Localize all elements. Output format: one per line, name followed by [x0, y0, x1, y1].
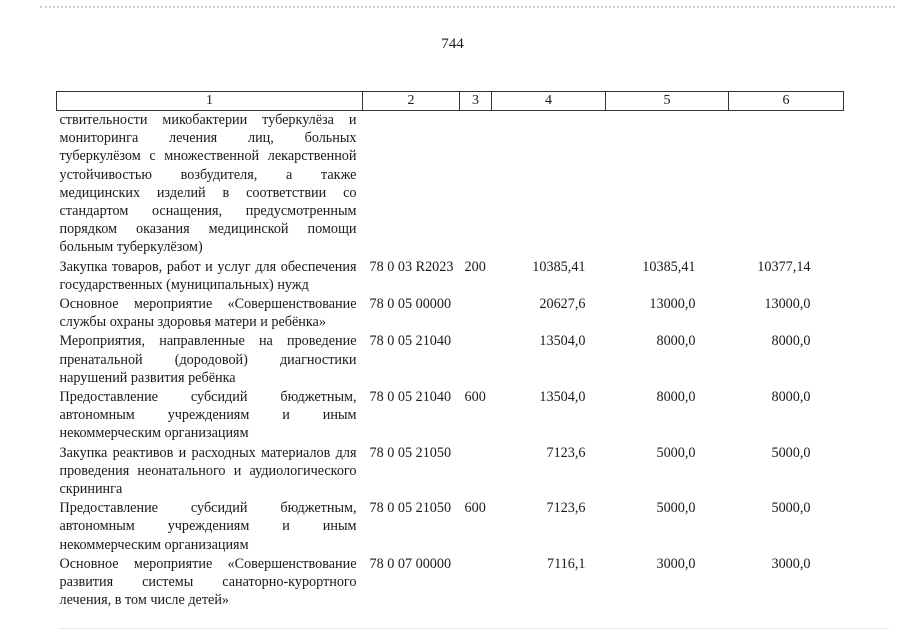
row-value-col5: 8000,0 — [656, 333, 696, 350]
row-value-col5: 3000,0 — [656, 555, 696, 572]
table-row — [57, 332, 844, 388]
row-code: 78 0 05 21050 — [369, 444, 452, 461]
row-value-col6: 5000,0 — [771, 500, 811, 517]
row-value-col5: 13000,0 — [649, 296, 696, 313]
row-code: 78 0 05 00000 — [369, 296, 452, 313]
row-name: Закупка реактивов и расходных материалов для проведения неонатального и аудиологического скрининга — [59, 444, 357, 498]
column-header: 4 — [492, 92, 606, 111]
budget-table — [56, 91, 844, 610]
row-name: Закупка товаров, работ и услуг для обеспечения государственных (муниципальных) нужд — [59, 258, 357, 293]
row-value-col5: 5000,0 — [656, 500, 696, 517]
column-header: 5 — [606, 92, 729, 111]
row-value-col6: 8000,0 — [771, 389, 811, 406]
table-row — [57, 388, 844, 444]
row-kvr: 600 — [464, 500, 486, 517]
row-code — [363, 111, 460, 258]
row-name: ствительности микобактерии туберкулёза и мониторинга лечения лиц, больных туберкулёзом с множественной лекарственной устойчивостью возбудителя, а также медицинских изделий в соответствии со стандартом оснащения, предусмотренным порядком оказания медицинской помощи больным туберкулёзом) — [59, 112, 357, 256]
row-value-col4: 7123,6 — [546, 444, 586, 461]
row-value-col4: 7116,1 — [547, 555, 586, 572]
scan-edge-top — [40, 6, 895, 12]
table-row — [57, 258, 844, 295]
column-header: 2 — [363, 92, 460, 111]
row-value-col6 — [729, 111, 844, 258]
table-row — [57, 111, 844, 258]
row-code: 78 0 05 21040 — [369, 333, 452, 350]
column-header: 6 — [729, 92, 844, 111]
row-value-col4: 13504,0 — [539, 389, 586, 406]
scan-edge-bottom — [60, 628, 890, 631]
row-value-col6: 10377,14 — [757, 258, 811, 275]
table-row — [57, 295, 844, 332]
row-value-col4 — [492, 111, 606, 258]
table-row — [57, 555, 844, 611]
table-row — [57, 499, 844, 555]
row-value-col6: 5000,0 — [771, 444, 811, 461]
row-value-col4: 7123,6 — [546, 500, 586, 517]
row-code: 78 0 05 21040 — [369, 389, 452, 406]
column-header: 3 — [460, 92, 492, 111]
row-value-col6: 3000,0 — [771, 555, 811, 572]
row-name: Предоставление субсидий бюджетным, автономным учреждениям и иным некоммерческим организациям — [59, 389, 357, 442]
row-code: 78 0 05 21050 — [369, 500, 452, 517]
row-value-col5: 10385,41 — [642, 258, 696, 275]
row-kvr — [460, 295, 492, 332]
row-kvr — [460, 444, 492, 500]
row-kvr — [460, 111, 492, 258]
column-header: 1 — [57, 92, 363, 111]
table-header-row — [57, 92, 844, 111]
row-code: 78 0 07 00000 — [369, 555, 452, 572]
row-value-col5 — [606, 111, 729, 258]
row-value-col6: 8000,0 — [771, 333, 811, 350]
row-value-col6: 13000,0 — [764, 296, 811, 313]
row-name: Мероприятия, направленные на проведение пренатальной (дородовой) диагностики нарушений развития ребёнка — [59, 333, 357, 386]
row-name: Основное мероприятие «Совершенствование развития системы санаторно-курортного лечения, в том числе детей» — [59, 555, 357, 609]
row-value-col4: 20627,6 — [539, 296, 586, 313]
row-value-col4: 13504,0 — [539, 333, 586, 350]
row-name: Основное мероприятие «Совершенствование службы охраны здоровья матери и ребёнка» — [59, 296, 357, 331]
row-value-col5: 8000,0 — [656, 389, 696, 406]
row-kvr: 600 — [464, 389, 486, 406]
row-value-col5: 5000,0 — [656, 444, 696, 461]
row-kvr: 200 — [464, 258, 486, 275]
row-code: 78 0 03 R2023 — [369, 258, 454, 275]
row-kvr — [460, 332, 492, 388]
row-name: Предоставление субсидий бюджетным, автономным учреждениям и иным некоммерческим организациям — [59, 500, 357, 553]
page-number: 744 — [441, 36, 464, 52]
row-value-col4: 10385,41 — [532, 258, 586, 275]
row-kvr — [460, 555, 492, 611]
table-row — [57, 444, 844, 500]
